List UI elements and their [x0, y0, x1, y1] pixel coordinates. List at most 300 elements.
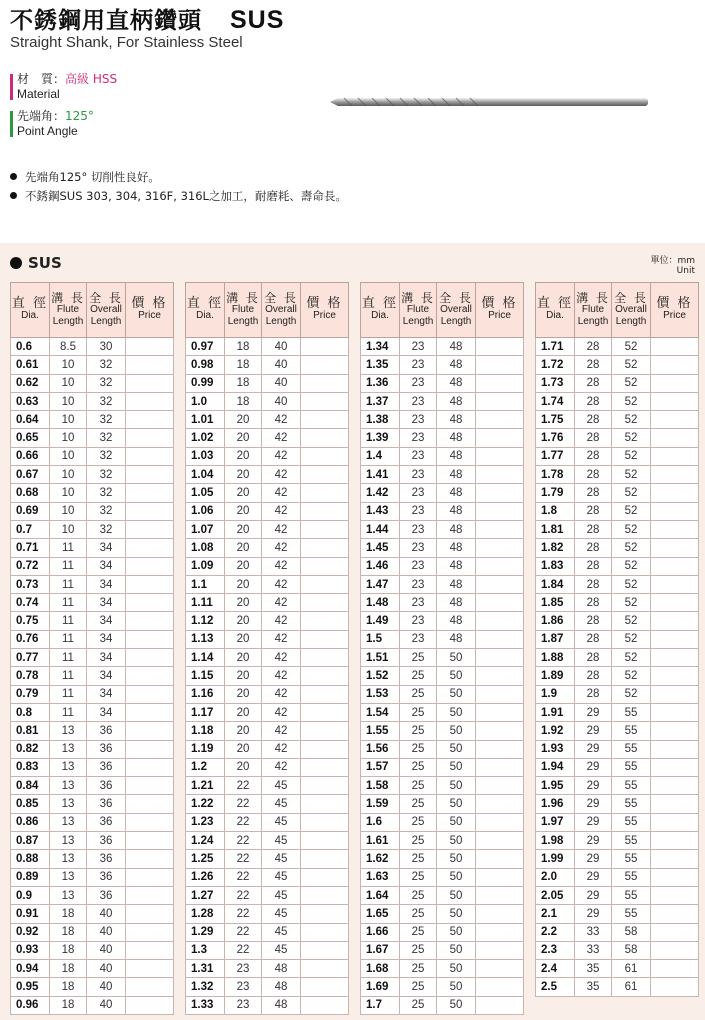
price-cell — [651, 338, 699, 356]
flute-cell: 10 — [50, 466, 87, 484]
flute-cell: 23 — [400, 594, 437, 612]
dia-cell: 0.77 — [11, 649, 50, 667]
overall-cell: 40 — [87, 996, 126, 1014]
dia-cell: 1.09 — [186, 557, 225, 575]
price-cell — [476, 758, 524, 776]
dia-cell: 1.68 — [361, 960, 400, 978]
dia-cell: 1.32 — [186, 978, 225, 996]
price-cell — [301, 868, 349, 886]
dia-cell: 1.77 — [536, 447, 575, 465]
flute-cell: 28 — [575, 392, 612, 410]
price-cell — [126, 557, 174, 575]
table-row — [11, 466, 174, 484]
table-row — [536, 758, 699, 776]
price-cell — [651, 978, 699, 996]
dia-cell: 1.61 — [361, 832, 400, 850]
overall-cell: 40 — [87, 905, 126, 923]
table-row — [361, 703, 524, 721]
price-cell — [301, 960, 349, 978]
dia-cell: 1.84 — [536, 575, 575, 593]
table-row — [186, 466, 349, 484]
overall-cell: 50 — [437, 722, 476, 740]
price-cell — [301, 703, 349, 721]
dia-cell: 1.19 — [186, 740, 225, 758]
overall-cell: 52 — [612, 685, 651, 703]
dia-cell: 1.35 — [361, 356, 400, 374]
dia-cell: 0.79 — [11, 685, 50, 703]
price-cell — [301, 978, 349, 996]
dia-cell: 1.13 — [186, 630, 225, 648]
dia-cell: 0.76 — [11, 630, 50, 648]
table-row — [536, 612, 699, 630]
dia-cell: 1.05 — [186, 484, 225, 502]
price-cell — [126, 978, 174, 996]
flute-cell: 18 — [225, 392, 262, 410]
price-cell — [301, 520, 349, 538]
table-row — [186, 758, 349, 776]
price-cell — [301, 850, 349, 868]
flute-cell: 23 — [400, 484, 437, 502]
table-row — [536, 703, 699, 721]
table-row — [361, 466, 524, 484]
dia-cell: 0.95 — [11, 978, 50, 996]
price-cell — [126, 539, 174, 557]
header-price: 價 格 Price — [651, 283, 699, 338]
overall-cell: 32 — [87, 374, 126, 392]
table-row — [186, 557, 349, 575]
overall-cell: 55 — [612, 832, 651, 850]
title-code: SUS — [230, 6, 285, 34]
flute-cell: 25 — [400, 960, 437, 978]
overall-cell: 52 — [612, 612, 651, 630]
table-row — [536, 447, 699, 465]
dia-cell: 1.47 — [361, 575, 400, 593]
flute-cell: 13 — [50, 740, 87, 758]
flute-cell: 23 — [400, 520, 437, 538]
table-row — [536, 667, 699, 685]
flute-cell: 22 — [225, 905, 262, 923]
overall-cell: 55 — [612, 795, 651, 813]
price-cell — [301, 685, 349, 703]
price-cell — [476, 612, 524, 630]
price-cell — [651, 905, 699, 923]
price-cell — [301, 722, 349, 740]
overall-cell: 52 — [612, 338, 651, 356]
price-cell — [476, 722, 524, 740]
overall-cell: 52 — [612, 594, 651, 612]
overall-cell: 45 — [262, 832, 301, 850]
overall-cell: 32 — [87, 356, 126, 374]
overall-cell: 34 — [87, 594, 126, 612]
dia-cell: 1.9 — [536, 685, 575, 703]
overall-cell: 45 — [262, 905, 301, 923]
table-row — [361, 447, 524, 465]
dia-cell: 1.81 — [536, 520, 575, 538]
price-cell — [301, 941, 349, 959]
flute-cell: 22 — [225, 941, 262, 959]
overall-cell: 52 — [612, 356, 651, 374]
flute-cell: 13 — [50, 777, 87, 795]
overall-cell: 32 — [87, 447, 126, 465]
flute-cell: 23 — [400, 539, 437, 557]
flute-cell: 29 — [575, 703, 612, 721]
price-cell — [126, 960, 174, 978]
flute-cell: 20 — [225, 612, 262, 630]
table-row — [186, 429, 349, 447]
overall-cell: 50 — [437, 886, 476, 904]
overall-cell: 40 — [87, 978, 126, 996]
price-cell — [651, 502, 699, 520]
dia-cell: 1.83 — [536, 557, 575, 575]
overall-cell: 50 — [437, 996, 476, 1014]
flute-cell: 25 — [400, 941, 437, 959]
overall-cell: 36 — [87, 868, 126, 886]
flute-cell: 23 — [400, 575, 437, 593]
dia-cell: 1.72 — [536, 356, 575, 374]
spec-value: 125° — [65, 109, 94, 123]
flute-cell: 18 — [225, 338, 262, 356]
flute-cell: 13 — [50, 722, 87, 740]
flute-cell: 13 — [50, 868, 87, 886]
overall-cell: 32 — [87, 520, 126, 538]
dia-cell: 1.43 — [361, 502, 400, 520]
spec-marker — [10, 111, 13, 137]
dia-cell: 1.51 — [361, 649, 400, 667]
overall-cell: 34 — [87, 703, 126, 721]
overall-cell: 50 — [437, 777, 476, 795]
dia-cell: 1.11 — [186, 594, 225, 612]
table-row — [536, 356, 699, 374]
overall-cell: 42 — [262, 429, 301, 447]
dia-cell: 0.7 — [11, 520, 50, 538]
overall-cell: 32 — [87, 466, 126, 484]
table-row — [186, 722, 349, 740]
table-row — [11, 886, 174, 904]
dia-cell: 1.63 — [361, 868, 400, 886]
overall-cell: 34 — [87, 612, 126, 630]
flute-cell: 23 — [400, 630, 437, 648]
flute-cell: 20 — [225, 411, 262, 429]
dia-cell: 1.15 — [186, 667, 225, 685]
flute-cell: 23 — [400, 374, 437, 392]
flute-cell: 20 — [225, 685, 262, 703]
dia-cell: 1.66 — [361, 923, 400, 941]
dia-cell: 1.71 — [536, 338, 575, 356]
price-cell — [301, 813, 349, 831]
price-cell — [301, 777, 349, 795]
price-cell — [476, 447, 524, 465]
overall-cell: 42 — [262, 594, 301, 612]
price-cell — [301, 392, 349, 410]
dia-cell: 1.64 — [361, 886, 400, 904]
overall-cell: 52 — [612, 630, 651, 648]
table-row — [11, 356, 174, 374]
dia-cell: 1.93 — [536, 740, 575, 758]
dia-cell: 1.92 — [536, 722, 575, 740]
flute-cell: 11 — [50, 575, 87, 593]
price-cell — [476, 484, 524, 502]
dia-cell: 1.65 — [361, 905, 400, 923]
dia-cell: 1.01 — [186, 411, 225, 429]
header-dia: 直 徑 Dia. — [11, 283, 50, 338]
price-cell — [301, 740, 349, 758]
overall-cell: 48 — [437, 539, 476, 557]
flute-cell: 25 — [400, 795, 437, 813]
price-cell — [126, 886, 174, 904]
table-row — [536, 557, 699, 575]
price-cell — [651, 758, 699, 776]
overall-cell: 42 — [262, 539, 301, 557]
page-title: 不銹鋼用直柄鑽頭 SUS — [10, 6, 285, 34]
price-cell — [651, 466, 699, 484]
price-cell — [301, 996, 349, 1014]
table-row — [361, 338, 524, 356]
overall-cell: 40 — [262, 392, 301, 410]
overall-cell: 55 — [612, 813, 651, 831]
price-cell — [651, 612, 699, 630]
overall-cell: 45 — [262, 923, 301, 941]
overall-cell: 30 — [87, 338, 126, 356]
price-cell — [126, 520, 174, 538]
dia-cell: 1.08 — [186, 539, 225, 557]
flute-cell: 18 — [50, 923, 87, 941]
price-cell — [126, 502, 174, 520]
table-row — [11, 502, 174, 520]
price-cell — [126, 923, 174, 941]
price-cell — [651, 832, 699, 850]
table-row — [186, 484, 349, 502]
overall-cell: 32 — [87, 502, 126, 520]
dia-cell: 1.25 — [186, 850, 225, 868]
flute-cell: 29 — [575, 905, 612, 923]
dia-cell: 1.1 — [186, 575, 225, 593]
price-cell — [651, 868, 699, 886]
table-row — [536, 594, 699, 612]
dia-cell: 1.3 — [186, 941, 225, 959]
price-cell — [651, 886, 699, 904]
overall-cell: 48 — [437, 520, 476, 538]
table-row — [536, 850, 699, 868]
price-cell — [476, 392, 524, 410]
flute-cell: 20 — [225, 703, 262, 721]
overall-cell: 34 — [87, 557, 126, 575]
overall-cell: 42 — [262, 649, 301, 667]
table-row — [361, 722, 524, 740]
price-cell — [126, 484, 174, 502]
dia-cell: 0.81 — [11, 722, 50, 740]
dia-cell: 1.79 — [536, 484, 575, 502]
dia-cell: 0.88 — [11, 850, 50, 868]
overall-cell: 55 — [612, 722, 651, 740]
table-row — [186, 685, 349, 703]
table-row — [186, 392, 349, 410]
flute-cell: 22 — [225, 777, 262, 795]
price-cell — [476, 795, 524, 813]
table-row — [536, 466, 699, 484]
table-row — [361, 886, 524, 904]
flute-cell: 23 — [400, 411, 437, 429]
overall-cell: 42 — [262, 630, 301, 648]
price-cell — [126, 685, 174, 703]
table-row — [11, 960, 174, 978]
dia-cell: 0.9 — [11, 886, 50, 904]
dia-cell: 1.17 — [186, 703, 225, 721]
flute-cell: 25 — [400, 703, 437, 721]
flute-cell: 25 — [400, 850, 437, 868]
overall-cell: 48 — [437, 338, 476, 356]
flute-cell: 20 — [225, 429, 262, 447]
dia-cell: 1.5 — [361, 630, 400, 648]
overall-cell: 45 — [262, 868, 301, 886]
price-cell — [301, 557, 349, 575]
table-row — [186, 703, 349, 721]
price-cell — [126, 722, 174, 740]
table-row — [186, 539, 349, 557]
overall-cell: 48 — [437, 411, 476, 429]
price-cell — [651, 649, 699, 667]
flute-cell: 20 — [225, 447, 262, 465]
price-cell — [651, 703, 699, 721]
overall-cell: 42 — [262, 466, 301, 484]
flute-cell: 11 — [50, 667, 87, 685]
dia-cell: 0.99 — [186, 374, 225, 392]
overall-cell: 55 — [612, 886, 651, 904]
flute-cell: 23 — [400, 392, 437, 410]
overall-cell: 42 — [262, 612, 301, 630]
price-cell — [476, 740, 524, 758]
feature-item: 不銹鋼SUS 303, 304, 316F, 316L之加工，耐磨耗、壽命長。 — [10, 187, 347, 206]
price-cell — [476, 649, 524, 667]
price-cell — [476, 941, 524, 959]
price-cell — [126, 996, 174, 1014]
dia-cell: 2.2 — [536, 923, 575, 941]
price-cell — [476, 960, 524, 978]
table-row — [361, 520, 524, 538]
table-row — [11, 978, 174, 996]
overall-cell: 48 — [437, 447, 476, 465]
table-row — [186, 447, 349, 465]
table-row — [11, 411, 174, 429]
overall-cell: 48 — [437, 392, 476, 410]
table-row — [186, 923, 349, 941]
table-row — [186, 941, 349, 959]
price-cell — [651, 429, 699, 447]
overall-cell: 48 — [437, 557, 476, 575]
dia-cell: 0.78 — [11, 667, 50, 685]
overall-cell: 40 — [87, 941, 126, 959]
table-row — [536, 484, 699, 502]
overall-cell: 40 — [262, 338, 301, 356]
flute-cell: 10 — [50, 484, 87, 502]
flute-cell: 28 — [575, 667, 612, 685]
table-row — [186, 374, 349, 392]
dia-cell: 0.94 — [11, 960, 50, 978]
flute-cell: 25 — [400, 649, 437, 667]
flute-cell: 22 — [225, 850, 262, 868]
flute-cell: 28 — [575, 356, 612, 374]
price-cell — [301, 374, 349, 392]
dia-cell: 0.84 — [11, 777, 50, 795]
price-cell — [651, 356, 699, 374]
overall-cell: 52 — [612, 466, 651, 484]
price-cell — [126, 411, 174, 429]
price-cell — [301, 356, 349, 374]
table-row — [186, 575, 349, 593]
table-row — [536, 978, 699, 996]
table-row — [536, 795, 699, 813]
table-row — [11, 374, 174, 392]
dia-cell: 2.3 — [536, 941, 575, 959]
price-cell — [651, 722, 699, 740]
overall-cell: 55 — [612, 703, 651, 721]
flute-cell: 29 — [575, 868, 612, 886]
overall-cell: 34 — [87, 667, 126, 685]
flute-cell: 28 — [575, 374, 612, 392]
table-row — [536, 722, 699, 740]
dia-cell: 1.02 — [186, 429, 225, 447]
dia-cell: 2.5 — [536, 978, 575, 996]
table-row — [11, 392, 174, 410]
price-cell — [651, 941, 699, 959]
price-cell — [476, 557, 524, 575]
price-cell — [476, 703, 524, 721]
overall-cell: 50 — [437, 685, 476, 703]
overall-cell: 50 — [437, 978, 476, 996]
overall-cell: 48 — [262, 978, 301, 996]
price-cell — [301, 795, 349, 813]
table-row — [186, 886, 349, 904]
price-cell — [301, 923, 349, 941]
spec-point-angle — [10, 109, 94, 139]
table-row — [536, 777, 699, 795]
table-row — [11, 722, 174, 740]
price-cell — [301, 832, 349, 850]
overall-cell: 52 — [612, 520, 651, 538]
dia-cell: 1.28 — [186, 905, 225, 923]
dia-cell: 1.62 — [361, 850, 400, 868]
overall-cell: 55 — [612, 850, 651, 868]
table-row — [361, 557, 524, 575]
header-overall: 全 長 Overall Length — [612, 283, 651, 338]
dia-cell: 1.57 — [361, 758, 400, 776]
overall-cell: 48 — [262, 996, 301, 1014]
dia-cell: 0.6 — [11, 338, 50, 356]
price-cell — [651, 411, 699, 429]
flute-cell: 11 — [50, 685, 87, 703]
table-row — [536, 813, 699, 831]
dia-cell: 1.59 — [361, 795, 400, 813]
table-row — [361, 832, 524, 850]
table-row — [186, 777, 349, 795]
table-row — [186, 740, 349, 758]
overall-cell: 52 — [612, 649, 651, 667]
flute-cell: 29 — [575, 886, 612, 904]
flute-cell: 20 — [225, 630, 262, 648]
flute-cell: 8.5 — [50, 338, 87, 356]
flute-cell: 13 — [50, 832, 87, 850]
dia-cell: 1.55 — [361, 722, 400, 740]
table-row — [361, 923, 524, 941]
table-row — [11, 850, 174, 868]
dia-cell: 0.87 — [11, 832, 50, 850]
header-overall: 全 長 Overall Length — [262, 283, 301, 338]
dia-cell: 0.64 — [11, 411, 50, 429]
flute-cell: 11 — [50, 557, 87, 575]
dia-cell: 1.42 — [361, 484, 400, 502]
table-row — [11, 996, 174, 1014]
price-cell — [476, 338, 524, 356]
dia-cell: 0.98 — [186, 356, 225, 374]
